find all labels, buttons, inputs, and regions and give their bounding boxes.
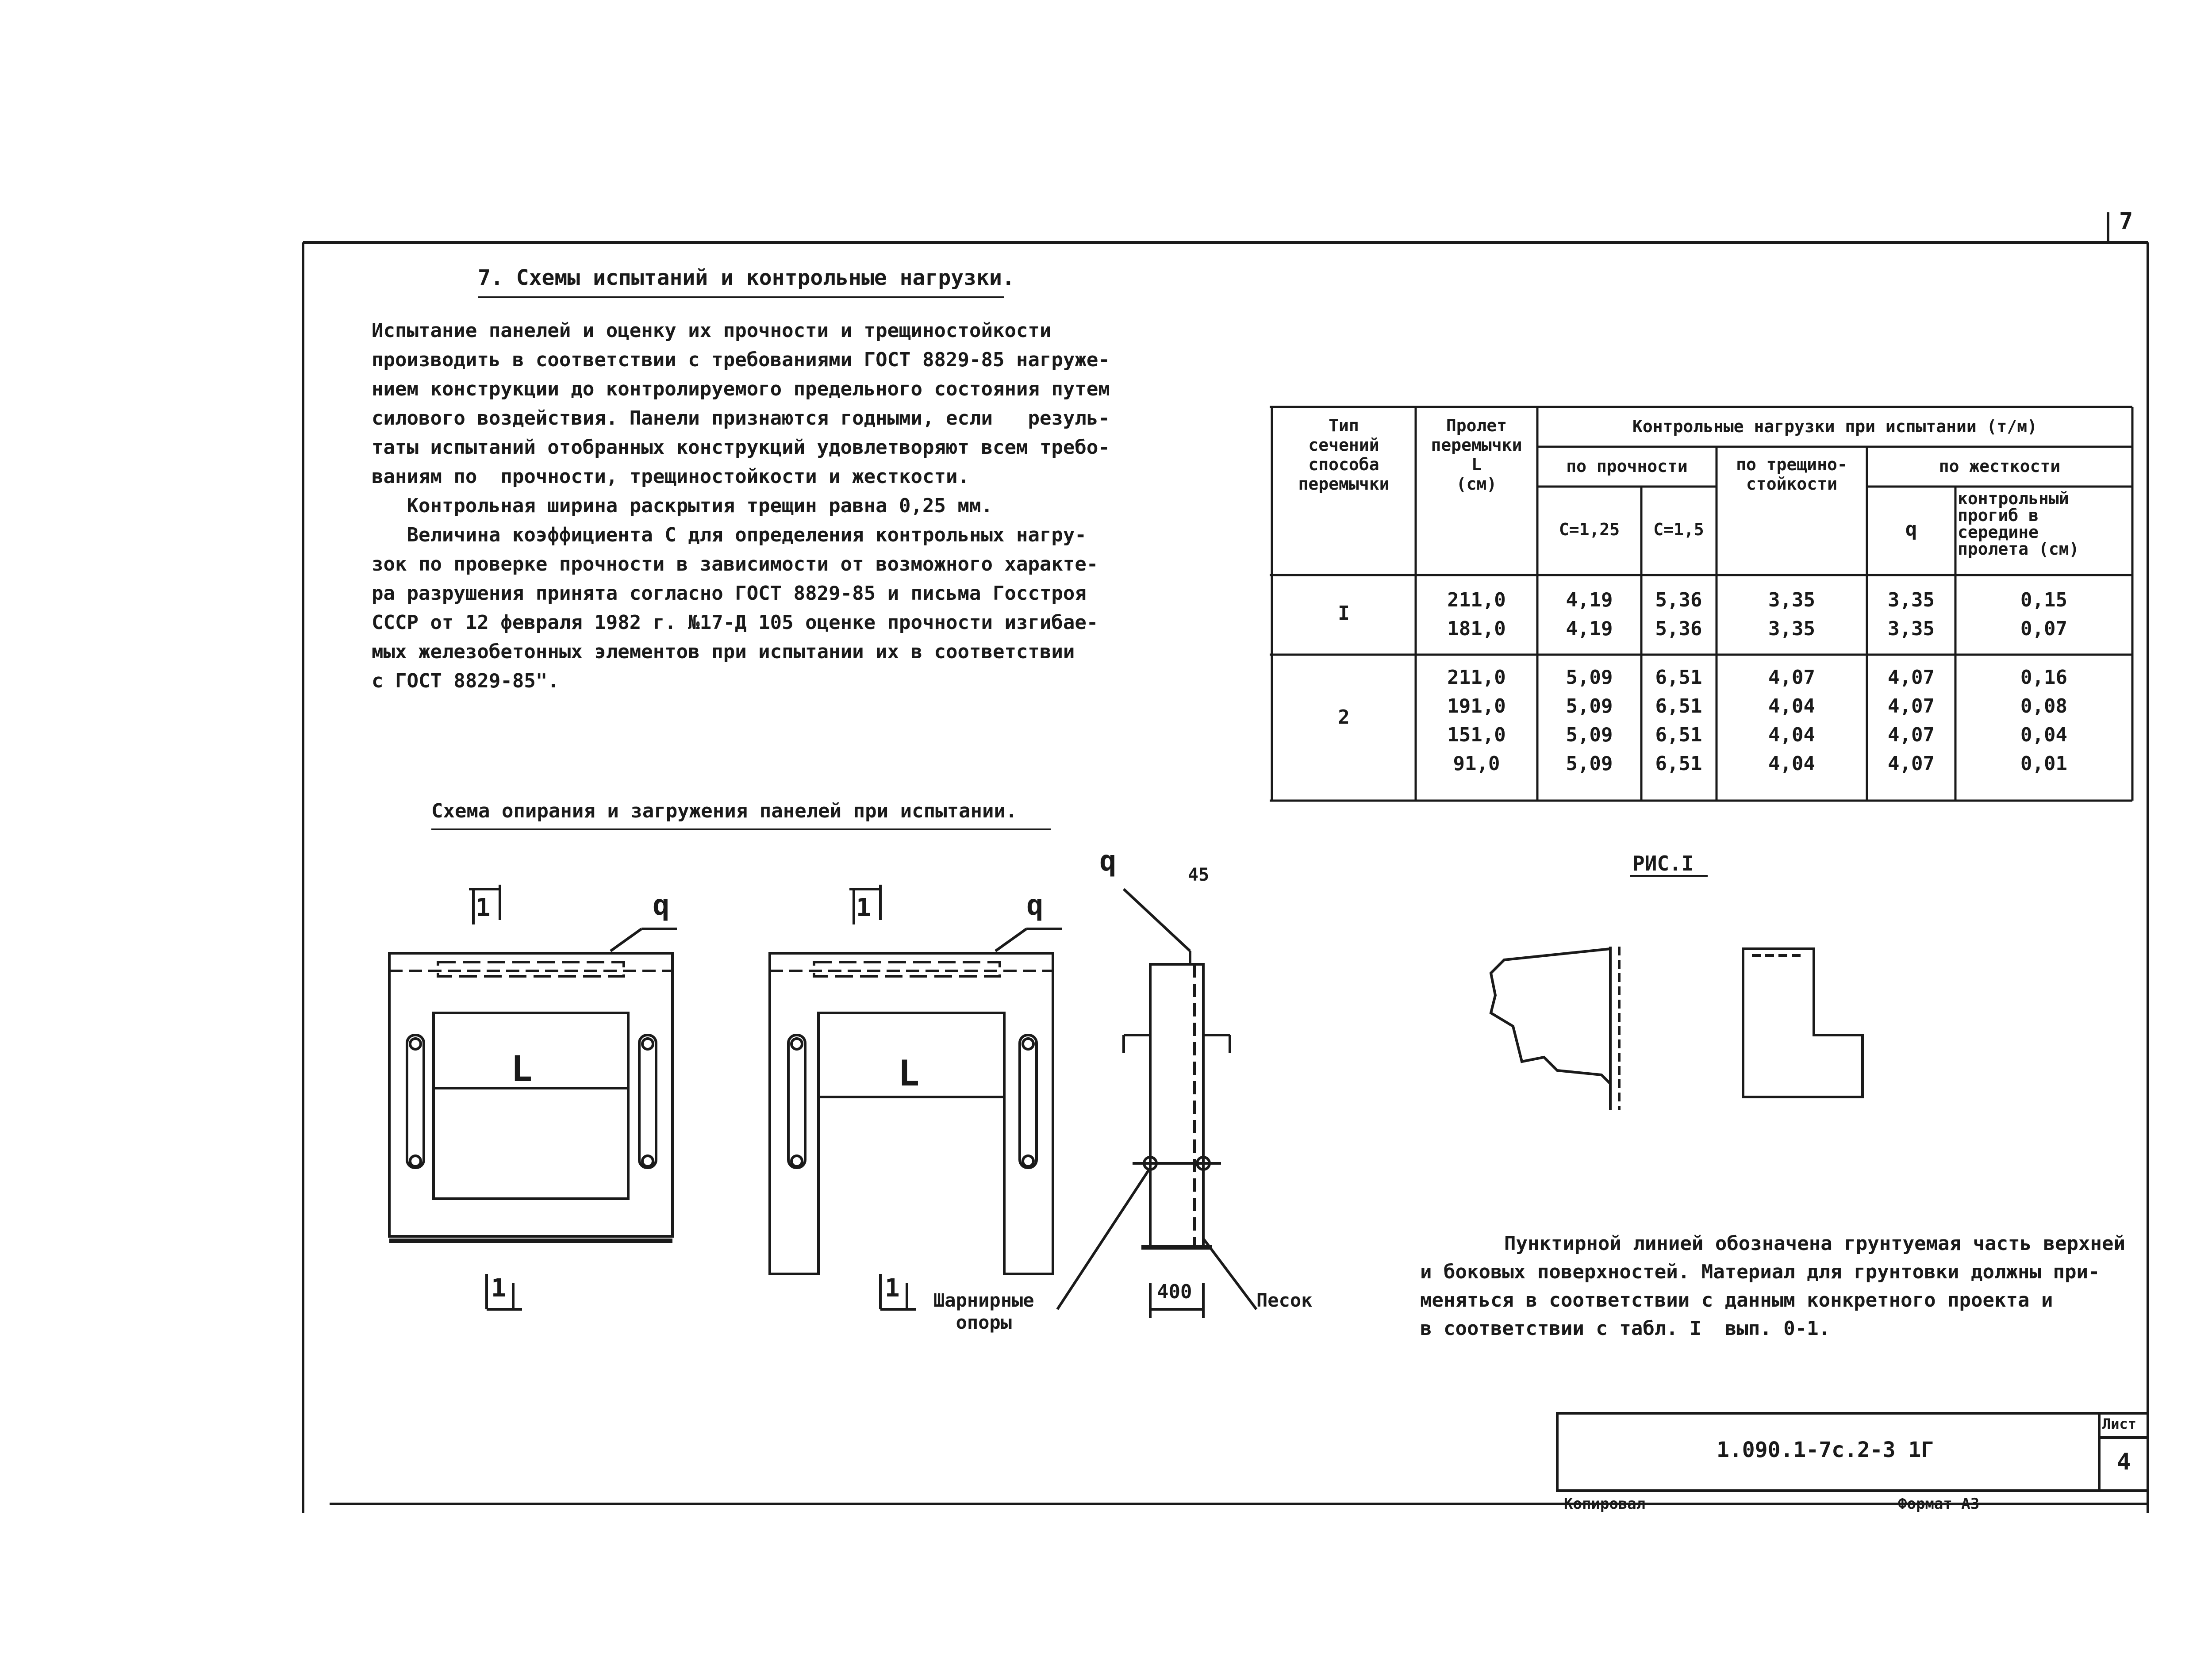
table-head-text: контрольный [1958, 489, 2069, 508]
table-cell: 211,0 [1447, 666, 1506, 689]
sheet-corner-number: 7 [2119, 208, 2133, 234]
load-q-label-2: q [1026, 889, 1044, 922]
paragraph-line: таты испытаний отобранных конструкций удовлетворяют всем требо- [372, 436, 1110, 459]
note-line: и боковых поверхностей. Материал для грунтовки должны при- [1420, 1261, 2100, 1283]
table-head-q: q [1905, 518, 1917, 541]
table-head-text: Тип [1329, 416, 1359, 435]
table-head-text: перемычки [1431, 435, 1522, 455]
section-mark-3: 1 [491, 1274, 506, 1303]
table-head-c1: С=1,25 [1559, 520, 1620, 539]
table-head-text: середине [1958, 522, 2039, 542]
fig-title: РИС.I [1632, 851, 1694, 875]
span-label-1: L [511, 1048, 533, 1089]
table-head-text: перемычки [1298, 474, 1390, 494]
table-head-type [1274, 416, 1413, 494]
table-cell: 3,35 [1768, 617, 1815, 640]
paragraph-line: ваниям по прочности, трещиностойкости и жесткости. [372, 465, 970, 488]
paragraph-line: производить в соответствии с требованиями ГОСТ 8829-85 нагруже- [372, 349, 1110, 371]
table-cell: 4,19 [1566, 617, 1613, 640]
table-type-cell: 2 [1338, 706, 1350, 729]
table-cell: 4,04 [1768, 724, 1815, 746]
table-cell: 0,08 [2020, 695, 2067, 717]
table-cell: 3,35 [1888, 589, 1935, 611]
sheet-label: Лист [2102, 1415, 2137, 1432]
sheet-number: 4 [2117, 1449, 2131, 1475]
table-head-control: Контрольные нагрузки при испытании (т/м) [1632, 417, 2038, 436]
table-cell: 5,09 [1566, 752, 1613, 775]
table-head-c2: С=1,5 [1653, 520, 1704, 539]
table-cell: 5,09 [1566, 724, 1613, 746]
paragraph-line: силового воздействия. Панели признаются годными, если резуль- [372, 407, 1110, 430]
table-cell: 191,0 [1447, 695, 1506, 717]
table-cell: 5,09 [1566, 666, 1613, 689]
table-head-text: сечений [1308, 435, 1379, 455]
table-head-text: способа [1308, 455, 1379, 474]
paragraph-line: СССР от 12 февраля 1982 г. №17-Д 105 оценке прочности изгибае- [372, 611, 1098, 634]
section-mark-2: 1 [856, 894, 871, 922]
paragraph-line: нием конструкции до контролируемого предельного состояния путем [372, 378, 1110, 400]
supports-label [933, 1289, 1034, 1334]
table-cell: 181,0 [1447, 617, 1506, 640]
section-title: 7. Схемы испытаний и контрольные нагрузки. [478, 265, 1015, 290]
table-cell: 4,07 [1888, 724, 1935, 746]
table-cell: 0,04 [2020, 724, 2067, 746]
table-cell: 6,51 [1655, 724, 1702, 746]
table-cell: 4,07 [1888, 695, 1935, 717]
section-view-drawing [1057, 889, 1256, 1318]
paragraph-line: с ГОСТ 8829-85". [372, 670, 559, 692]
paragraph-line: мых железобетонных элементов при испытании их в соответствии [372, 640, 1075, 663]
table-cell: 151,0 [1447, 724, 1506, 746]
table-cell: 4,19 [1566, 589, 1613, 611]
scheme-title: Схема опирания и загружения панелей при испытании. [431, 800, 1018, 822]
table-cell: 3,35 [1888, 617, 1935, 640]
table-head-crack [1719, 455, 1865, 494]
footer-format: Формат А3 [1898, 1495, 1980, 1513]
table-cell: 211,0 [1447, 589, 1506, 611]
table-cell: 3,35 [1768, 589, 1815, 611]
note-line: меняться в соответствии с данным конкретного проекта и [1420, 1289, 2053, 1312]
table-cell: 5,36 [1655, 617, 1702, 640]
paragraph-line: Испытание панелей и оценку их прочности и трещиностойкости [372, 319, 1052, 342]
paragraph-line: Величина коэффициента С для определения контрольных нагру- [372, 524, 1087, 546]
table-head-text: по трещино- [1736, 455, 1847, 474]
table-cell: 91,0 [1453, 752, 1500, 775]
table-cell: 4,04 [1768, 695, 1815, 717]
table-head-text: (см) [1456, 474, 1497, 494]
paragraph-line: ра разрушения принята согласно ГОСТ 8829-85 и письма Госстроя [372, 582, 1087, 605]
table-cell: 0,07 [2020, 617, 2067, 640]
dimension-label: 400 [1157, 1281, 1192, 1303]
table-cell: 4,07 [1888, 666, 1935, 689]
table-head-text: стойкости [1746, 474, 1837, 494]
fig-1-drawing [1491, 947, 1863, 1110]
table-head-text: L [1471, 455, 1482, 474]
section-mark-1: 1 [476, 894, 491, 922]
angle-label: 45 [1188, 865, 1210, 885]
table-head-text: прогиб в [1958, 506, 2039, 525]
table-cell: 4,07 [1888, 752, 1935, 775]
load-q-label-1: q [653, 889, 670, 922]
table-cell: 6,51 [1655, 752, 1702, 775]
table-head-deflection [1958, 490, 2130, 557]
paragraph-line: зок по проверке прочности в зависимости от возможного характе- [372, 553, 1098, 575]
table-cell: 4,04 [1768, 752, 1815, 775]
table-cell: 4,07 [1768, 666, 1815, 689]
table-head-strength: по прочности [1566, 456, 1688, 476]
table-head-text: пролета (см) [1958, 539, 2079, 559]
table-cell: 5,36 [1655, 589, 1702, 611]
note-line: в соответствии с табл. I вып. 0-1. [1420, 1317, 1831, 1340]
note-line: Пунктирной линией обозначена грунтуемая часть верхней [1504, 1232, 2125, 1255]
load-q-label-3: q [1099, 845, 1117, 878]
table-head-stiff: по жесткости [1939, 456, 2061, 476]
footer-copied: Копировал [1564, 1495, 1646, 1513]
table-cell: 0,01 [2020, 752, 2067, 775]
doc-code: 1.090.1-7с.2-3 1Г [1717, 1438, 1934, 1462]
panel-1-drawing [389, 885, 677, 1309]
paragraph-line: Контрольная ширина раскрытия трещин равна 0,25 мм. [372, 495, 993, 517]
table-type-cell: I [1338, 602, 1350, 625]
panel-2-drawing [770, 885, 1062, 1309]
table-cell: 6,51 [1655, 666, 1702, 689]
supports-label-line: опоры [956, 1312, 1012, 1333]
sand-label: Песок [1256, 1289, 1313, 1311]
table-cell: 6,51 [1655, 695, 1702, 717]
table-cell: 0,16 [2020, 666, 2067, 689]
section-mark-4: 1 [885, 1274, 900, 1303]
table-head-span [1418, 416, 1535, 494]
table-cell: 0,15 [2020, 589, 2067, 611]
table-cell: 5,09 [1566, 695, 1613, 717]
table-head-text: Пролет [1446, 416, 1507, 435]
span-label-2: L [898, 1053, 920, 1094]
supports-label-line: Шарнирные [933, 1289, 1034, 1311]
